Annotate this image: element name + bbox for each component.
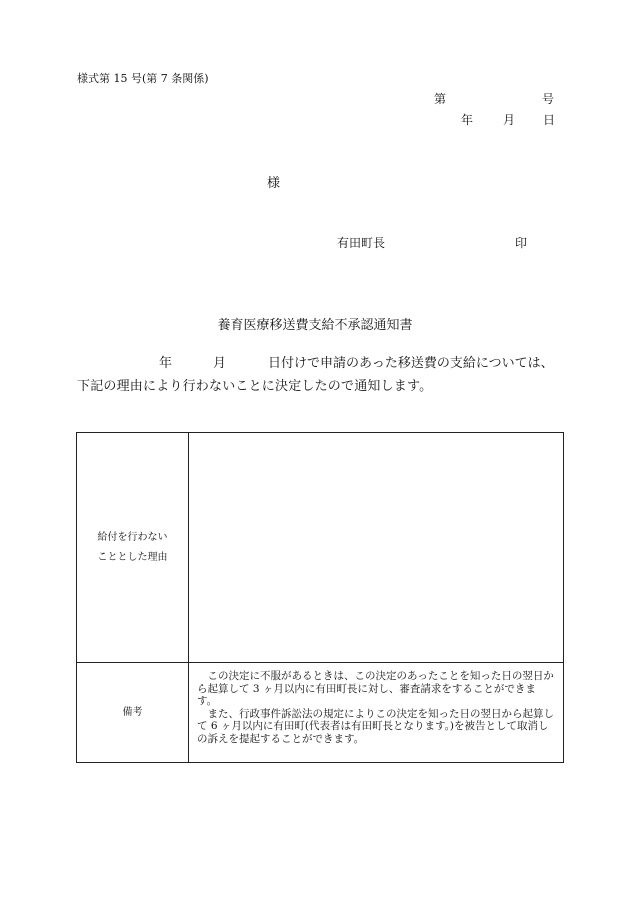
issue-date-day: 日	[543, 113, 556, 127]
decision-table	[76, 432, 564, 763]
document-number-suffix: 号	[542, 92, 555, 106]
notes-label: 備考	[77, 663, 189, 763]
addressee-suffix: 様	[267, 176, 281, 191]
issue-date-month: 月	[503, 113, 516, 127]
notes-paragraph-1: この決定に不服があるときは、この決定のあったことを知った日の翌日から起算して 3 ヶ月以内に有田町長に対し、審査請求をすることができます。	[197, 670, 554, 707]
issue-date-year: 年	[461, 113, 474, 127]
body-text-line-2: 下記の理由により行わないことに決定したので通知します。	[77, 379, 433, 394]
document-number-prefix: 第	[434, 92, 447, 106]
notes-paragraph-2: また、行政事件訴訟法の規定によりこの決定を知った日の翌日から起算して 6 ヶ月以内に有田町(代表者は有田町長となります。)を被告として取消しの訴えを提起することができます。	[197, 707, 554, 745]
reason-label-line-1: 給付を行わない	[97, 531, 168, 543]
application-month: 月	[213, 356, 227, 371]
document-title: 養育医療移送費支給不承認通知書	[217, 318, 413, 333]
seal-mark: 印	[515, 236, 528, 250]
reason-row	[77, 433, 564, 663]
reason-value	[189, 433, 564, 663]
reason-label-line-2: こととした理由	[97, 551, 168, 563]
notes-row	[77, 663, 564, 763]
issuer-name: 有田町長	[337, 236, 386, 250]
application-year: 年	[159, 356, 173, 371]
form-number: 様式第 15 号(第 7 条関係)	[77, 72, 209, 85]
reason-label	[77, 433, 189, 663]
notes-value	[189, 663, 564, 763]
body-text-line-1: 日付けで申請のあった移送費の支給については、	[268, 356, 554, 371]
